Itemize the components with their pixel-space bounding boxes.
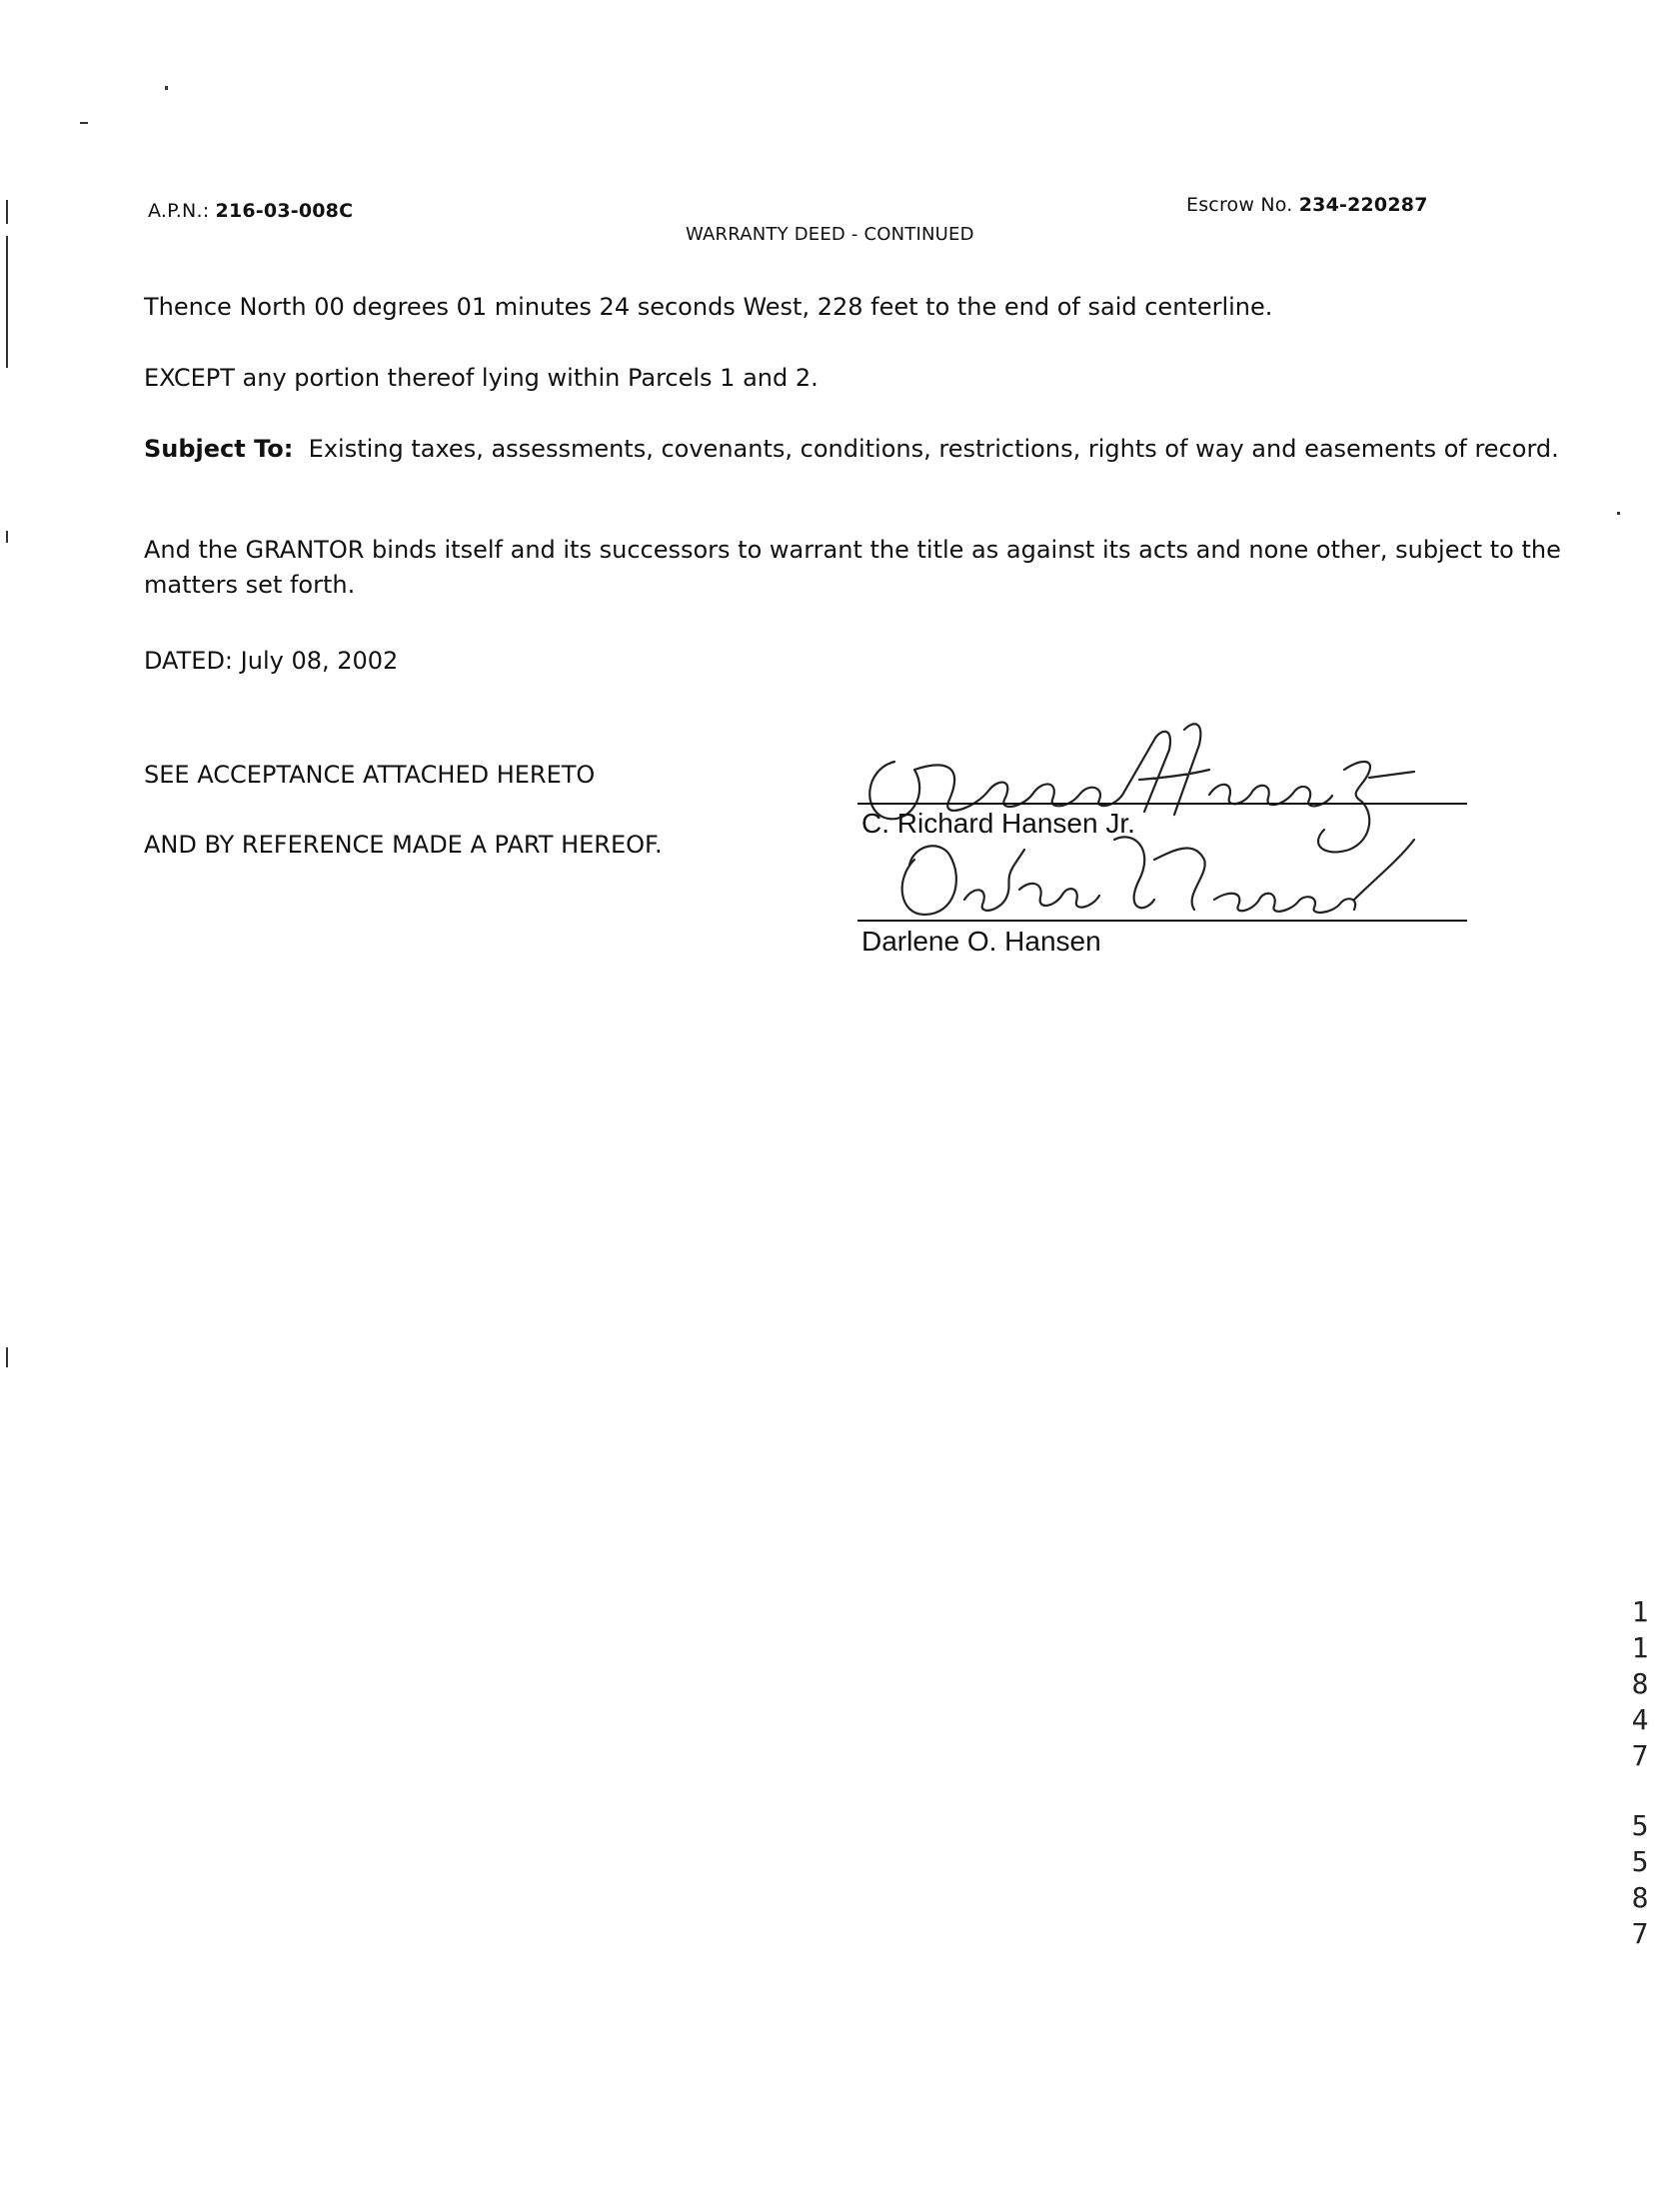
- stamp-digit: 1: [1631, 1595, 1649, 1628]
- scan-mark: [6, 1347, 8, 1367]
- scan-mark: [6, 531, 8, 543]
- escrow-header: [1186, 194, 1428, 216]
- stamp-digit: 7: [1631, 1739, 1649, 1772]
- dated-line: [144, 644, 1563, 679]
- stamp-digit: 7: [1631, 1917, 1649, 1950]
- apn-header: [148, 200, 353, 222]
- dated-value: July 08, 2002: [240, 647, 399, 675]
- scan-speck: [1617, 512, 1620, 515]
- scan-mark: [6, 236, 8, 368]
- apn-value: 216-03-008C: [215, 200, 354, 222]
- paragraph-thence: Thence North 00 degrees 01 minutes 24 seconds West, 228 feet to the end of said centerline.: [144, 293, 1273, 321]
- signature-line-2: [857, 920, 1467, 922]
- escrow-value: 234-220287: [1298, 194, 1428, 216]
- acceptance-line-1: SEE ACCEPTANCE ATTACHED HERETO: [144, 761, 596, 789]
- stamp-digit: 5: [1631, 1809, 1649, 1842]
- document-subtitle: WARRANTY DEED - CONTINUED: [686, 224, 974, 245]
- signature-line-1: [857, 803, 1467, 805]
- signatory-name-1: C. Richard Hansen Jr.: [861, 808, 1135, 839]
- acceptance-line-2: AND BY REFERENCE MADE A PART HEREOF.: [144, 831, 663, 859]
- stamp-digit: 5: [1631, 1845, 1649, 1878]
- signature-scribble-2: [854, 820, 1454, 940]
- scan-speck: [80, 122, 88, 124]
- apn-label: A.P.N.:: [148, 200, 210, 222]
- dated-label: DATED:: [144, 647, 234, 675]
- stamp-digit: 4: [1631, 1703, 1649, 1736]
- stamp-gap: [1627, 1774, 1653, 1808]
- paragraph-except: EXCEPT any portion thereof lying within Parcels 1 and 2.: [144, 364, 819, 392]
- subject-to-label: Subject To:: [144, 435, 294, 463]
- recording-stamp: [1627, 1594, 1653, 1952]
- scan-speck: [165, 86, 168, 90]
- stamp-digit: 8: [1631, 1667, 1649, 1700]
- paragraph-subject-to: [144, 432, 1563, 467]
- stamp-digit: 1: [1631, 1631, 1649, 1664]
- paragraph-grantor: And the GRANTOR binds itself and its successors to warrant the title as against its acts and none other, subject to the matters set forth.: [144, 536, 1561, 599]
- signatory-name-2: Darlene O. Hansen: [861, 926, 1101, 957]
- scan-mark: [6, 200, 8, 224]
- escrow-label: Escrow No.: [1186, 194, 1293, 216]
- subject-to-text: Existing taxes, assessments, covenants, conditions, restrictions, rights of way and easements of record.: [308, 435, 1559, 463]
- stamp-digit: 8: [1631, 1881, 1649, 1914]
